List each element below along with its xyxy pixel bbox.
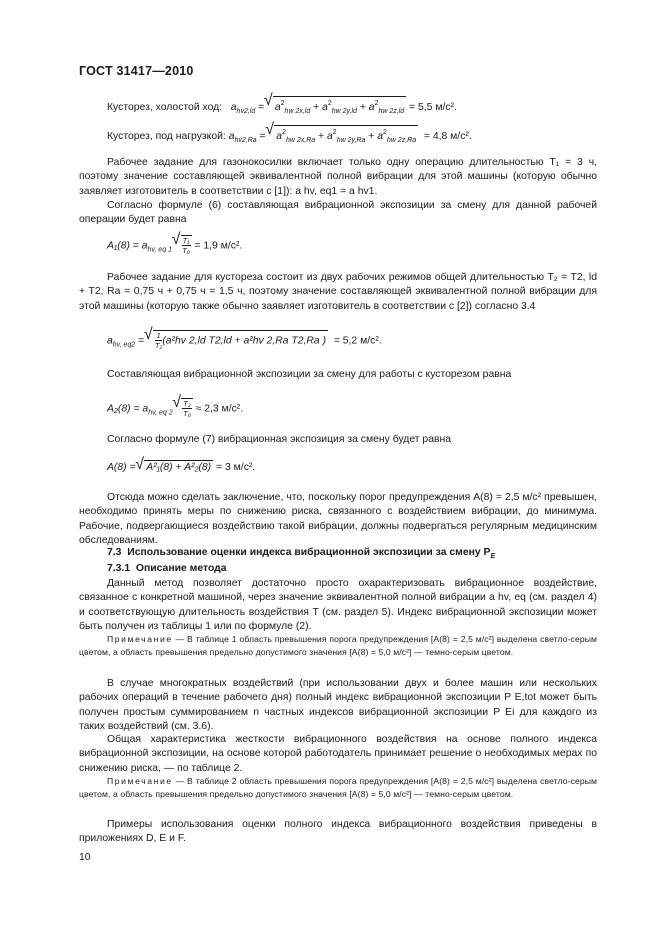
document-header: ГОСТ 31417—2010 (79, 64, 194, 78)
paragraph: Рабочее задание для газонокосилки включает только одну операцию длительностью T₁ = 3 ч, поэтому значение составляющей эквивалентной полной вибрации для этой машины (которую обычно заявляет изготовитель в соответствии с [1]): a hv, eq1 = a hv1. (79, 157, 597, 197)
equation-a8: A(8) = √ A²₁(8) + A²₂(8) = 3 м/с². (107, 460, 255, 475)
paragraph: В случае многократных воздействий (при использовании двух и более машин или нескольких рабочих операций в течение рабочего дня) полный индекс вибрационной экспозиции P E,tot может быть получен простым суммированием n частных индексов вибрационной экспозиции P Ei для каждого из таких воздействий (см. 3.6). (79, 678, 597, 733)
paragraph: Отсюда можно сделать заключение, что, поскольку порог предупреждения A(8) = 2,5 м/с² превышен, необходимо принять меры по снижению риска, связанного с воздействием вибрации, до минимума. Рабочие, подвергающиеся воздействию такой вибрации, должны подвергаться регулярным медицинским обследованиям. (79, 492, 597, 547)
equation-result: = 5,5 м/с². (409, 102, 457, 113)
sqrt-expression: √ $a^2_{hw 2x,ld} + a^2_{hw 2y,ld} + a^2_{hw 2z,ld}$ (273, 96, 406, 119)
paragraph: Рабочее задание для кустореза состоит из двух рабочих режимов общей длительностью T₂ = T2, ld + T2, Ra = 0,75 ч + 0,75 ч = 1,5 ч, поэтому значение составляющей эквивалентной полной вибрации для этой машины (которую также обычно заявляет изготовитель в соответствии с [2]) согласно 3.4 (79, 272, 597, 312)
subsection-heading: 7.3.1 Описание метода (107, 563, 227, 574)
sqrt-expression: √ $a^2_{hw 2x,Ra} + a^2_{hw 2y,Ra} + a^2_{hw 2z,Ra}$ (274, 125, 418, 148)
paragraph: Примеры использования оценки полного индекса вибрационного воздействия приведены в приложениях D, E и F. (79, 819, 597, 845)
note-label: Примечание (107, 776, 173, 786)
paragraph: Согласно формуле (7) вибрационная экспозиция за смену будет равна (107, 434, 452, 445)
note: Примечание — В таблице 1 область превышения порога предупреждения [A(8) = 2,5 м/с²] выделена светло-серым цветом, а область превышения предельно допустимого значения [A(8) = 5,0 м/с²] — темно-серым цветом. (79, 634, 597, 657)
equation-a1: $A_1(8) = a_{hv, eq 1}$ √ $\frac{\text{T₁}}{\text{T₀}} = 1,9$ м/с². (107, 235, 242, 257)
note-label: Примечание (107, 634, 173, 644)
page-number: 10 (79, 852, 91, 863)
equation-label: Кусторез, холостой ход: (107, 102, 223, 113)
paragraph: Данный метод позволяет достаточно просто охарактеризовать вибрационное воздействие, связанное с конкретной машиной, через значение эквивалентной полной вибрации a hv, eq (см. раздел 4) и соответствующую длительность воздействия T (см. раздел 5). Индекс вибрационной экспозиции может быть получен из таблицы 1 или по формуле (2). (79, 578, 597, 633)
paragraph: Согласно формуле (6) составляющая вибрационной экспозиции за смену для данной рабочей операции будет равна (79, 200, 597, 226)
section-heading: 7.3 Использование оценки индекса вибрационной экспозиции за смену $P_E$ (107, 547, 496, 560)
paragraph: Составляющая вибрационной экспозиции за смену для работы с кусторезом равна (107, 369, 512, 380)
equation-load: Кусторез, под нагрузкой: $a_{hv2,Ra}$ = √ $a^2_{hw 2x,Ra} + a^2_{hw 2y,Ra} + a^2_{hw 2z,Ra} = 4,8$ м/с². (107, 125, 472, 148)
equation-aeq2: $a_{hv, eq2}$ = √ $\frac{1}{\text{T₂}}(a^2hv$ 2,ld T2,ld + a²hv 2,Ra T2,Ra ) = 5,2 м/с². (107, 330, 382, 352)
equation-label: Кусторез, под нагрузкой: (107, 131, 226, 142)
paragraph: Общая характеристика жесткости вибрационного воздействия на основе полного индекса вибрационной экспозиции, на основе которой работодатель принимает решение о необходимых мерах по снижению риска, — по таблице 2. (79, 734, 597, 774)
equation-idle: Кусторез, холостой ход: $a_{hv2,ld}$ = √ $a^2_{hw 2x,ld} + a^2_{hw 2y,ld} + a^2_{hw 2z,ld} = 5,5$ м/с². (107, 96, 457, 119)
equation-result: = 4,8 м/с². (423, 131, 472, 142)
equation-a2: $A_2(8) = a_{hv, eq 2}$ √ $\frac{\text{T₂}}{\text{T₀}} \approx 2,3$ м/с². (107, 398, 243, 420)
note: Примечание — В таблице 2 область превышения порога предупреждения [A(8) = 2,5 м/с²] выделена светло-серым цветом, а область превышения предельно допустимого значения [A(8) = 5,0 м/с²] — темно-серым цветом. (79, 776, 597, 799)
